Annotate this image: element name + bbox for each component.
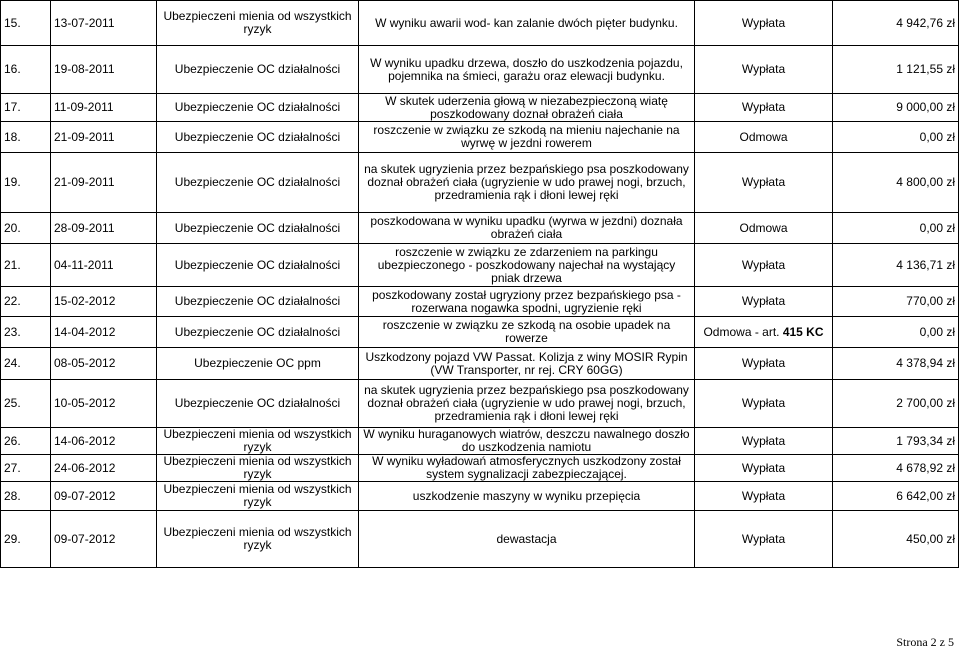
insurance-type: Ubezpieczenie OC ppm: [157, 348, 359, 380]
insurance-type: Ubezpieczeni mienia od wszystkich ryzyk: [157, 455, 359, 482]
row-number: 22.: [1, 287, 51, 317]
claim-status: Wypłata: [695, 455, 833, 482]
table-row: [1, 317, 959, 348]
insurance-type: Ubezpieczenie OC działalności: [157, 287, 359, 317]
table-row: [1, 213, 959, 244]
claim-description: W wyniku wyładowań atmosferycznych uszkodzony został system sygnalizacji zabezpieczającej.: [359, 455, 695, 482]
claim-amount: 4 800,00 zł: [833, 153, 959, 213]
claim-status: Wypłata: [695, 482, 833, 511]
table-row: [1, 1, 959, 46]
insurance-type: Ubezpieczeni mienia od wszystkich ryzyk: [157, 482, 359, 511]
claim-description: roszczenie w związku ze zdarzeniem na parkingu ubezpieczonego - poszkodowany najechał na wystający pniak drzewa: [359, 244, 695, 287]
table-row: [1, 244, 959, 287]
claim-description: dewastacja: [359, 511, 695, 568]
table-row: [1, 94, 959, 122]
claim-amount: 770,00 zł: [833, 287, 959, 317]
insurance-type: Ubezpieczenie OC działalności: [157, 317, 359, 348]
claim-status: Wypłata: [695, 153, 833, 213]
row-number: 19.: [1, 153, 51, 213]
row-number: 18.: [1, 122, 51, 153]
claim-description: W wyniku awarii wod- kan zalanie dwóch pięter budynku.: [359, 1, 695, 46]
row-number: 26.: [1, 428, 51, 455]
row-number: 21.: [1, 244, 51, 287]
claim-status: Wypłata: [695, 380, 833, 428]
insurance-type: Ubezpieczeni mienia od wszystkich ryzyk: [157, 511, 359, 568]
row-number: 23.: [1, 317, 51, 348]
table-row: [1, 46, 959, 94]
claim-description: Uszkodzony pojazd VW Passat. Kolizja z winy MOSIR Rypin (VW Transporter, nr rej. CRY 60GG): [359, 348, 695, 380]
claim-date: 14-04-2012: [51, 317, 157, 348]
claim-amount: 450,00 zł: [833, 511, 959, 568]
claim-date: 09-07-2012: [51, 511, 157, 568]
insurance-type: Ubezpieczenie OC działalności: [157, 153, 359, 213]
claim-amount: 1 121,55 zł: [833, 46, 959, 94]
row-number: 27.: [1, 455, 51, 482]
claims-table-body: [1, 1, 959, 568]
table-row: [1, 287, 959, 317]
claim-description: W skutek uderzenia głową w niezabezpieczoną wiatę poszkodowany doznał obrażeń ciała: [359, 94, 695, 122]
row-number: 25.: [1, 380, 51, 428]
claim-description: na skutek ugryzienia przez bezpańskiego psa poszkodowany doznał obrażeń ciała (ugryzienie w udo prawej nogi, brzuch, przedramienia rąk i dłoni lewej ręki: [359, 380, 695, 428]
claim-date: 04-11-2011: [51, 244, 157, 287]
table-row: [1, 153, 959, 213]
claim-status: Wypłata: [695, 428, 833, 455]
claim-description: poszkodowana w wyniku upadku (wyrwa w jezdni) doznała obrażeń ciała: [359, 213, 695, 244]
claim-amount: 9 000,00 zł: [833, 94, 959, 122]
row-number: 29.: [1, 511, 51, 568]
claim-date: 21-09-2011: [51, 122, 157, 153]
insurance-type: Ubezpieczenie OC działalności: [157, 380, 359, 428]
insurance-type: Ubezpieczenie OC działalności: [157, 244, 359, 287]
claim-status: Wypłata: [695, 1, 833, 46]
claim-date: 28-09-2011: [51, 213, 157, 244]
insurance-type: Ubezpieczenie OC działalności: [157, 94, 359, 122]
claim-status: Wypłata: [695, 511, 833, 568]
page-number: Strona 2 z 5: [896, 635, 954, 649]
claim-amount: 6 642,00 zł: [833, 482, 959, 511]
row-number: 20.: [1, 213, 51, 244]
claim-amount: 4 678,92 zł: [833, 455, 959, 482]
insurance-type: Ubezpieczenie OC działalności: [157, 213, 359, 244]
legal-article-ref: 415 KC: [782, 324, 824, 339]
table-row: [1, 511, 959, 568]
claim-date: 11-09-2011: [51, 94, 157, 122]
claim-description: na skutek ugryzienia przez bezpańskiego psa poszkodowany doznał obrażeń ciała (ugryzienie w udo prawej nogi, brzuch, przedramienia rąk i dłoni lewej ręki: [359, 153, 695, 213]
insurance-type: Ubezpieczeni mienia od wszystkich ryzyk: [157, 428, 359, 455]
claim-status: Wypłata: [695, 348, 833, 380]
table-row: [1, 482, 959, 511]
table-row: [1, 380, 959, 428]
claim-description: poszkodowany został ugryziony przez bezpańskiego psa - rozerwana nogawka spodni, ugryzienie ręki: [359, 287, 695, 317]
claim-amount: 1 793,34 zł: [833, 428, 959, 455]
claim-date: 08-05-2012: [51, 348, 157, 380]
claim-status: Odmowa: [695, 122, 833, 153]
claim-date: 21-09-2011: [51, 153, 157, 213]
claim-status: Wypłata: [695, 94, 833, 122]
row-number: 16.: [1, 46, 51, 94]
claim-date: 13-07-2011: [51, 1, 157, 46]
table-row: [1, 428, 959, 455]
claim-amount: 0,00 zł: [833, 213, 959, 244]
row-number: 15.: [1, 1, 51, 46]
claim-amount: 0,00 zł: [833, 317, 959, 348]
claim-amount: 4 378,94 zł: [833, 348, 959, 380]
claim-description: uszkodzenie maszyny w wyniku przepięcia: [359, 482, 695, 511]
claim-status: Wypłata: [695, 287, 833, 317]
claim-date: 24-06-2012: [51, 455, 157, 482]
claim-status: Wypłata: [695, 46, 833, 94]
claim-date: 14-06-2012: [51, 428, 157, 455]
claim-description: roszczenie w związku ze szkodą na osobie upadek na rowerze: [359, 317, 695, 348]
claim-date: 19-08-2011: [51, 46, 157, 94]
claim-status: Odmowa - art. 415 KC: [695, 317, 833, 348]
insurance-type: Ubezpieczenie OC działalności: [157, 122, 359, 153]
claim-amount: 4 942,76 zł: [833, 1, 959, 46]
claim-date: 10-05-2012: [51, 380, 157, 428]
claim-amount: 2 700,00 zł: [833, 380, 959, 428]
row-number: 24.: [1, 348, 51, 380]
table-row: [1, 455, 959, 482]
claim-status: Odmowa: [695, 213, 833, 244]
table-row: [1, 348, 959, 380]
claim-status: Wypłata: [695, 244, 833, 287]
claim-description: W wyniku upadku drzewa, doszło do uszkodzenia pojazdu, pojemnika na śmieci, garażu oraz elewacji budynku.: [359, 46, 695, 94]
insurance-type: Ubezpieczeni mienia od wszystkich ryzyk: [157, 1, 359, 46]
claim-description: W wyniku huraganowych wiatrów, deszczu nawalnego doszło do uszkodzenia namiotu: [359, 428, 695, 455]
claim-amount: 0,00 zł: [833, 122, 959, 153]
claim-date: 15-02-2012: [51, 287, 157, 317]
claim-description: roszczenie w związku ze szkodą na mieniu najechanie na wyrwę w jezdni rowerem: [359, 122, 695, 153]
claim-date: 09-07-2012: [51, 482, 157, 511]
row-number: 28.: [1, 482, 51, 511]
table-row: [1, 122, 959, 153]
insurance-type: Ubezpieczenie OC działalności: [157, 46, 359, 94]
claim-amount: 4 136,71 zł: [833, 244, 959, 287]
row-number: 17.: [1, 94, 51, 122]
